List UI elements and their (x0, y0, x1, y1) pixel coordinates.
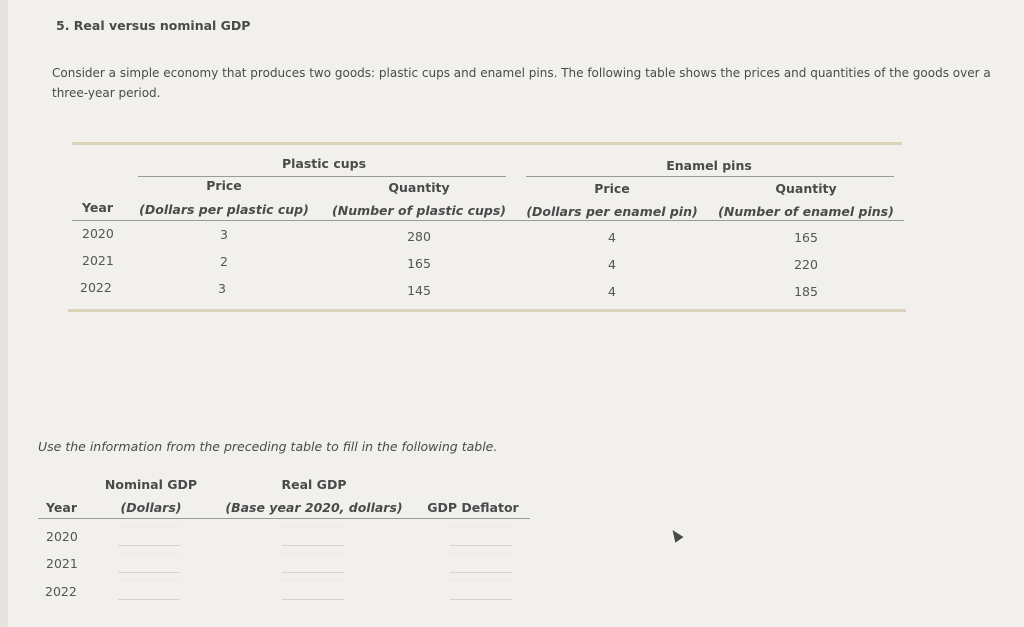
col-header-pin-price: Price (594, 181, 630, 196)
row-cup-price: 3 (220, 227, 228, 242)
col-header-year: Year (82, 200, 113, 215)
table2-header-rule (38, 518, 530, 519)
nominal-gdp-2022-input[interactable] (118, 580, 180, 600)
col-header-pin-quantity: Quantity (775, 181, 837, 196)
row-year: 2022 (80, 280, 112, 295)
row-year: 2021 (82, 253, 114, 268)
col-subheader-pin-quantity: (Number of enamel pins) (718, 204, 894, 219)
row-pin-price: 4 (608, 284, 616, 299)
col-header-cup-price: Price (206, 178, 242, 193)
row-cup-quantity: 145 (407, 283, 431, 298)
row-year: 2021 (46, 556, 78, 571)
row-pin-price: 4 (608, 257, 616, 272)
nominal-gdp-2020-input[interactable] (118, 526, 180, 546)
row-year: 2020 (46, 529, 78, 544)
row-year: 2020 (82, 226, 114, 241)
row-pin-quantity: 165 (794, 230, 818, 245)
row-year: 2022 (45, 584, 77, 599)
gdp-deflator-2021-input[interactable] (450, 553, 512, 573)
row-cup-quantity: 165 (407, 256, 431, 271)
group-header-enamel-pins: Enamel pins (666, 158, 752, 173)
col-header-year: Year (46, 500, 77, 515)
col-subheader-pin-price: (Dollars per enamel pin) (526, 204, 698, 219)
col-subheader-cup-quantity: (Number of plastic cups) (332, 203, 506, 218)
gdp-deflator-2020-input[interactable] (450, 526, 512, 546)
question-title: 5. Real versus nominal GDP (56, 18, 251, 33)
row-cup-price: 2 (220, 254, 228, 269)
question-intro: Consider a simple economy that produces two goods: plastic cups and enamel pins. The following table shows the prices and quantities of the goods over a three-year period. (52, 66, 991, 100)
nominal-gdp-2021-input[interactable] (118, 553, 180, 573)
real-gdp-2020-input[interactable] (282, 526, 344, 546)
group-underline-enamel-pins (526, 176, 894, 177)
col-header-nominal-gdp: Nominal GDP (104, 477, 198, 492)
col-subheader-nominal-gdp: (Dollars) (120, 500, 182, 515)
mouse-cursor-icon (668, 527, 683, 543)
row-cup-price: 3 (218, 281, 226, 296)
col-subheader-cup-price: (Dollars per plastic cup) (139, 202, 309, 217)
header-bottom-rule (72, 220, 904, 221)
row-cup-quantity: 280 (407, 229, 431, 244)
col-header-gdp-deflator: GDP Deflator (427, 500, 519, 515)
col-header-cup-quantity: Quantity (388, 180, 450, 195)
gdp-deflator-2022-input[interactable] (450, 580, 512, 600)
table-bottom-rule (68, 309, 906, 312)
row-pin-quantity: 220 (794, 257, 818, 272)
group-underline-plastic-cups (138, 176, 506, 177)
col-header-real-gdp: Real GDP (281, 477, 347, 492)
question-page (8, 0, 1024, 627)
real-gdp-2021-input[interactable] (282, 553, 344, 573)
col-subheader-real-gdp: (Base year 2020, dollars) (225, 500, 403, 515)
instruction-text: Use the information from the preceding table to fill in the following table. (38, 439, 498, 454)
real-gdp-2022-input[interactable] (282, 580, 344, 600)
table-top-rule (72, 142, 902, 145)
row-pin-price: 4 (608, 230, 616, 245)
row-pin-quantity: 185 (794, 284, 818, 299)
group-header-plastic-cups: Plastic cups (281, 156, 367, 171)
